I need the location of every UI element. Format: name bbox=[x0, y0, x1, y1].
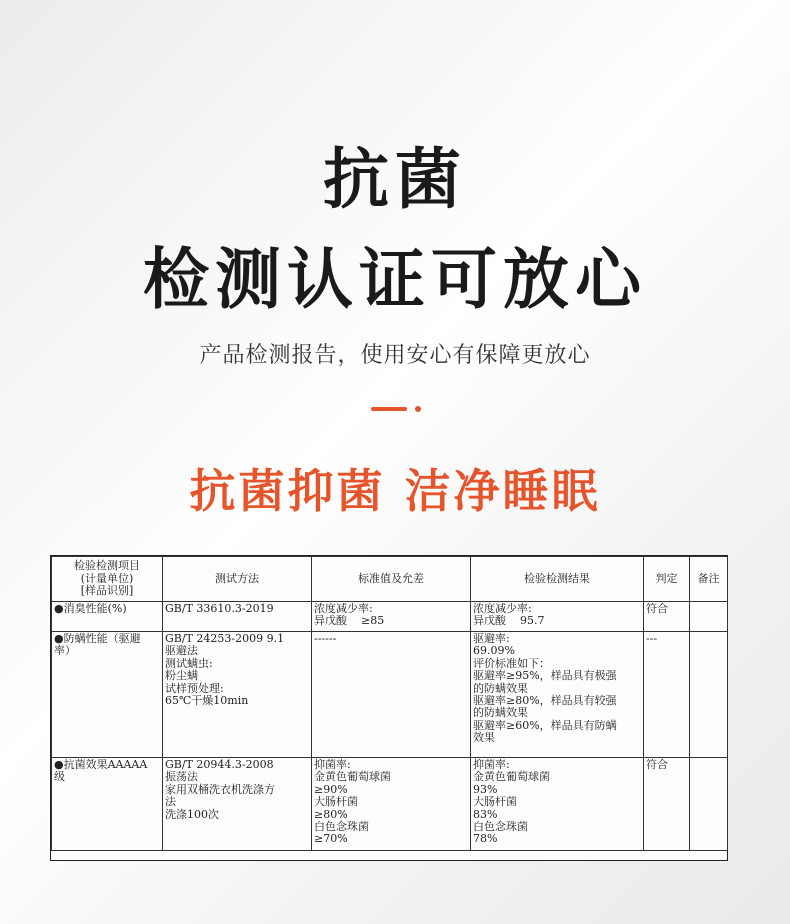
subtitle: 产品检测报告，使用安心有保障更放心 bbox=[199, 343, 591, 368]
header-method: 测试方法 bbox=[163, 557, 312, 602]
cell-result bbox=[471, 602, 644, 632]
table-row bbox=[52, 632, 728, 758]
cell-standard-line: ≥70% bbox=[314, 832, 348, 846]
cell-result-line: 白色念珠菌 bbox=[473, 820, 528, 834]
cell-standard-line: ≥80% bbox=[314, 807, 348, 821]
cell-method-line: 振荡法 bbox=[165, 770, 198, 784]
cell-standard bbox=[312, 632, 471, 758]
table-row bbox=[52, 602, 728, 632]
cell-result-line: 抑菌率: bbox=[473, 758, 510, 771]
cell-item bbox=[52, 758, 163, 851]
cell-item bbox=[52, 602, 163, 632]
cell-method-line: 65℃干燥10min bbox=[165, 694, 249, 708]
cell-standard-line: 白色念珠菌 bbox=[314, 820, 369, 834]
cell-method-line: 洗涤100次 bbox=[165, 807, 219, 821]
test-report-table bbox=[51, 556, 728, 851]
cell-result-line: 评价标准如下： bbox=[473, 656, 550, 670]
cell-item-line: 级 bbox=[54, 770, 65, 784]
divider-dot bbox=[415, 406, 421, 412]
cell-standard bbox=[312, 602, 471, 632]
cell-standard-line: 金黄色葡萄球菌 bbox=[314, 770, 391, 784]
cell-result-line: 的防螨效果 bbox=[473, 706, 528, 720]
cell-item-line: ●抗菌效果AAAAA bbox=[54, 758, 148, 771]
test-report-image bbox=[50, 555, 728, 861]
cell-method-line: 粉尘螨 bbox=[165, 669, 198, 683]
cell-result-line: 78% bbox=[473, 832, 498, 846]
cell-item-line: ●防螨性能（驱避 bbox=[54, 632, 141, 645]
header-item-line: (计量单位) bbox=[80, 571, 134, 585]
cell-result-line: 大肠杆菌 bbox=[473, 795, 517, 809]
cell-method-line: 家用双桶洗衣机洗涤方 bbox=[165, 782, 275, 796]
cell-method-line: GB/T 20944.3-2008 bbox=[165, 758, 274, 771]
accent-divider bbox=[371, 406, 431, 412]
cell-standard-line: 抑菌率: bbox=[314, 758, 351, 771]
cell-result-line: 金黄色葡萄球菌 bbox=[473, 770, 550, 784]
cell-result bbox=[471, 632, 644, 758]
header-item-line: [样品识别] bbox=[80, 584, 134, 598]
cell-result-line: 83% bbox=[473, 807, 498, 821]
cell-result-line: 驱避率≥60%，样品具有防螨 bbox=[473, 718, 617, 732]
cell-standard-line: ≥90% bbox=[314, 782, 348, 796]
cell-standard-line: 大肠杆菌 bbox=[314, 795, 358, 809]
cell-result-line: 69.09% bbox=[473, 644, 515, 658]
cell-result-line: 异戊酸 95.7 bbox=[473, 614, 545, 628]
cell-remark bbox=[690, 758, 728, 851]
divider-dash bbox=[371, 407, 407, 411]
highlight-slogan: 抗菌抑菌 洁净睡眠 bbox=[189, 464, 601, 518]
cell-standard-line: ------ bbox=[314, 632, 337, 645]
cell-item-line: 率） bbox=[54, 644, 76, 658]
cell-method-line: 法 bbox=[165, 795, 176, 809]
cell-method-line: 驱避法 bbox=[165, 644, 198, 658]
cell-result-line: 效果 bbox=[473, 731, 495, 745]
cell-item bbox=[52, 632, 163, 758]
cell-method-line: GB/T 33610.3-2019 bbox=[165, 602, 274, 615]
cell-method-line: GB/T 24253-2009 9.1 bbox=[165, 632, 285, 645]
cell-result-line: 驱避率: bbox=[473, 632, 510, 645]
main-title-line1: 抗菌 bbox=[323, 141, 467, 218]
cell-method bbox=[163, 758, 312, 851]
cell-method-line: 试样预处理: bbox=[165, 681, 224, 695]
cell-method bbox=[163, 632, 312, 758]
header-item bbox=[52, 557, 163, 602]
cell-method-line: 测试螨虫: bbox=[165, 656, 213, 670]
cell-verdict: 符合 bbox=[644, 602, 690, 632]
cell-verdict: 符合 bbox=[644, 758, 690, 851]
cell-result-line: 的防螨效果 bbox=[473, 681, 528, 695]
table-header-row bbox=[52, 557, 728, 602]
header-standard: 标准值及允差 bbox=[312, 557, 471, 602]
main-title-line2: 检测认证可放心 bbox=[143, 241, 647, 318]
cell-remark bbox=[690, 602, 728, 632]
cell-result-line: 93% bbox=[473, 782, 498, 796]
cell-standard-line: 异戊酸 ≥85 bbox=[314, 614, 385, 628]
cell-result-line: 驱避率≥80%，样品具有较强 bbox=[473, 694, 617, 708]
cell-standard-line: 浓度减少率: bbox=[314, 602, 373, 615]
header-verdict: 判定 bbox=[644, 557, 690, 602]
cell-standard bbox=[312, 758, 471, 851]
header-item-line: 检验检测项目 bbox=[74, 559, 140, 573]
cell-result-line: 驱避率≥95%，样品具有极强 bbox=[473, 669, 617, 683]
cell-remark bbox=[690, 632, 728, 758]
cell-result-line: 浓度减少率: bbox=[473, 602, 532, 615]
cell-item-line: ●消臭性能(%) bbox=[54, 602, 127, 615]
cell-method bbox=[163, 602, 312, 632]
cell-verdict: --- bbox=[644, 632, 690, 758]
cell-result bbox=[471, 758, 644, 851]
header-remark: 备注 bbox=[690, 557, 728, 602]
table-row bbox=[52, 758, 728, 851]
header-result: 检验检测结果 bbox=[471, 557, 644, 602]
